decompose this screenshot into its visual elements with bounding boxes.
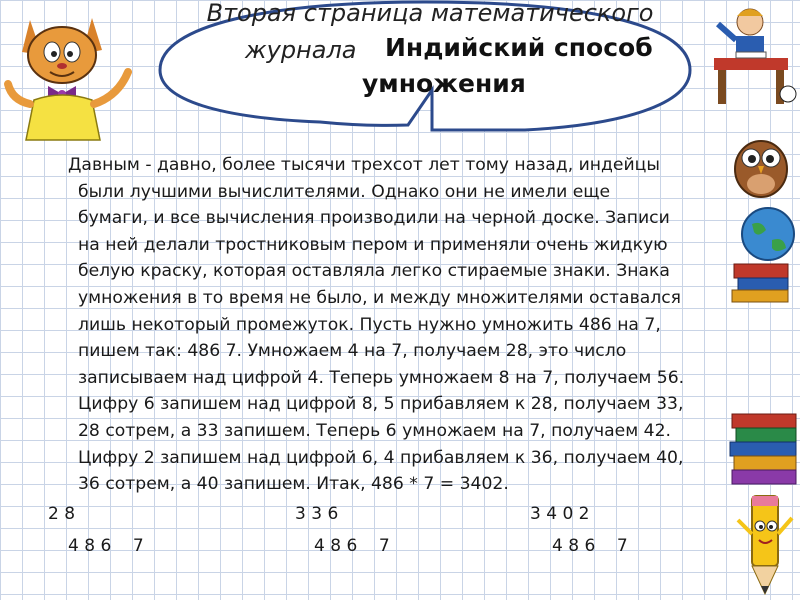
paragraph-line: на ней делали тростниковым пером и применяли очень жидкую — [78, 234, 668, 255]
pencil-character-icon — [730, 490, 800, 600]
paragraph-line: 28 сотрем, а 33 запишем. Теперь 6 умножаем на 7, получаем 42. — [78, 420, 672, 441]
paragraph-line: Цифру 6 запишем над цифрой 8, 5 прибавляем к 28, получаем 33, — [78, 394, 684, 415]
paragraph-line: Цифру 2 запишем над цифрой 6, 4 прибавляем к 36, получаем 40, — [78, 447, 684, 468]
paragraph-line: были лучшими вычислителями. Однако они не имели еще — [78, 181, 611, 202]
example-1-top: 2 8 — [48, 504, 76, 524]
example-3-top: 3 4 0 2 — [530, 504, 590, 524]
paragraph-line: пишем так: 486 7. Умножаем 4 на 7, получаем 28, это число — [78, 341, 627, 362]
paragraph-line: записываем над цифрой 4. Теперь умножаем 8 на 7, получаем 56. — [78, 367, 685, 388]
paragraph-line: умножения в то время не было, и между множителями оставался — [78, 287, 682, 308]
title-line-1: Вторая страница математического — [206, 0, 654, 27]
paragraph-line: лишь некоторый промежуток. Пусть нужно умножить 486 на 7, — [78, 314, 661, 335]
paragraph-line: 36 сотрем, а 40 запишем. Итак, 486 * 7 = 3402. — [78, 474, 509, 495]
example-2-bottom: 4 8 6 7 — [314, 536, 390, 556]
paragraph-line: Давным - давно, более тысячи трехсот лет тому назад, индейцы — [68, 155, 660, 175]
title-journal: журнала — [245, 36, 357, 64]
cat-cartoon-icon — [0, 0, 150, 150]
globe-books-icon — [728, 202, 800, 308]
story-paragraph — [68, 152, 758, 498]
title-method: Индийский способ — [385, 33, 653, 62]
owl-icon — [722, 124, 800, 202]
paragraph-line: бумаги, и все вычисления производили на черной доске. Записи — [78, 208, 670, 229]
boy-at-desk-icon — [700, 0, 800, 110]
example-3-bottom: 4 8 6 7 — [552, 536, 628, 556]
example-1-bottom: 4 8 6 7 — [68, 536, 144, 556]
title-multiplication: умножения — [362, 69, 526, 98]
example-2-top: 3 3 6 — [295, 504, 339, 524]
book-stack-icon — [728, 408, 800, 492]
paragraph-line: белую краску, которая оставляла легко стираемые знаки. Знака — [78, 261, 670, 282]
